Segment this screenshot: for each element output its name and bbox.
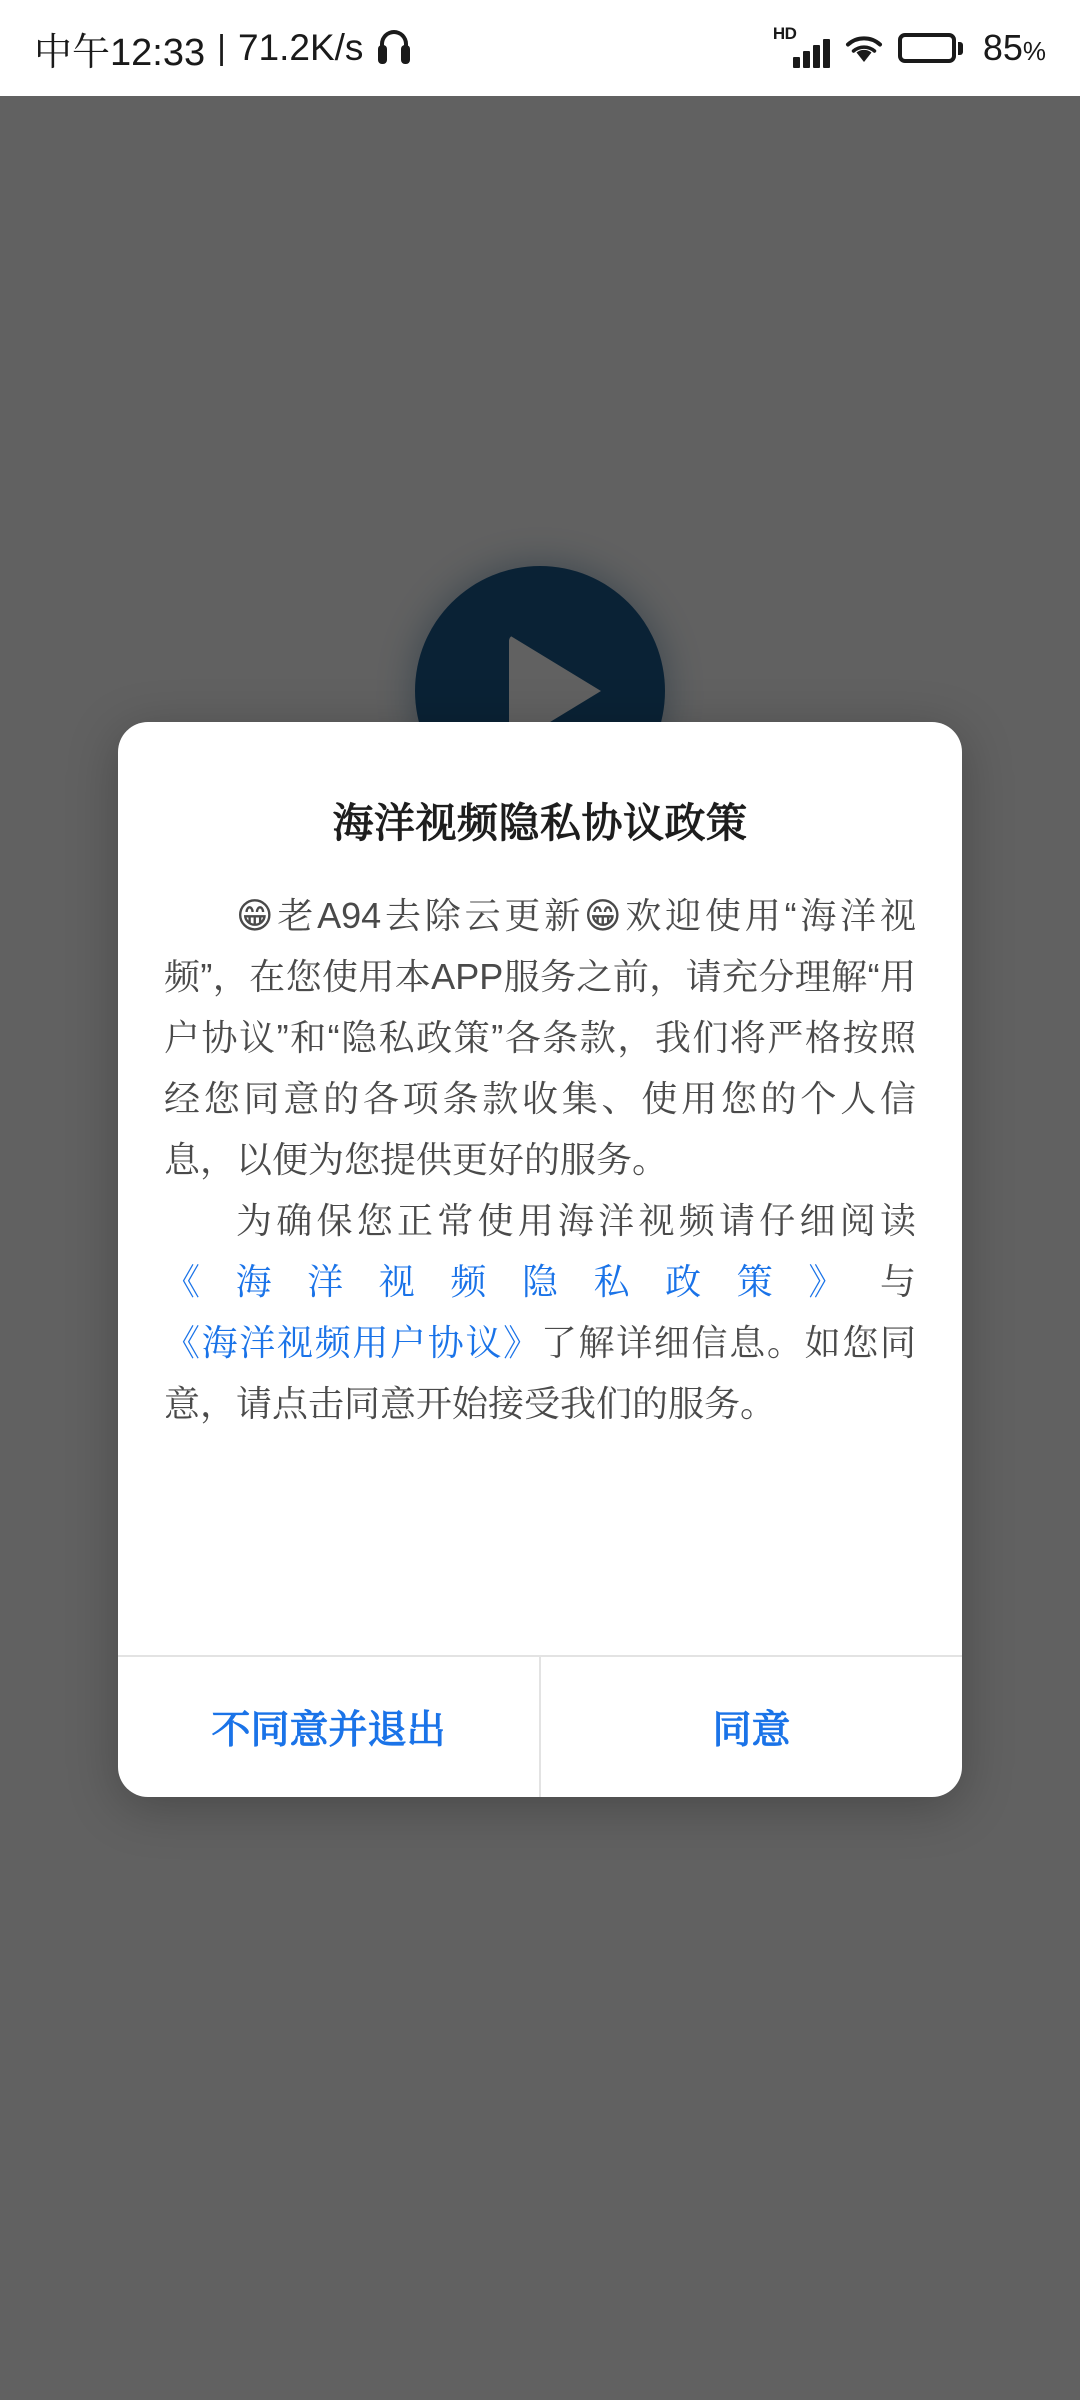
decline-and-exit-button[interactable]: 不同意并退出: [118, 1657, 539, 1797]
paragraph-2-lead: 为确保您正常使用海洋视频请仔细阅读: [236, 1200, 916, 1241]
status-clock: 中午12:33: [34, 31, 206, 74]
privacy-policy-dialog: [118, 722, 962, 1797]
user-agreement-link[interactable]: 《海洋视频用户协议》: [164, 1322, 541, 1363]
dialog-actions: [118, 1655, 962, 1797]
dialog-title: 海洋视频隐私协议政策: [332, 800, 748, 846]
status-bar: [0, 0, 1080, 96]
status-divider: |: [217, 28, 226, 67]
battery-percent-symbol: %: [1022, 36, 1046, 66]
headset-icon: [377, 28, 411, 68]
battery-icon: [898, 33, 963, 63]
dialog-body: [118, 885, 962, 1655]
paragraph-2-conjunction: 与: [879, 1261, 916, 1302]
battery-level-value: 85: [982, 27, 1023, 68]
wifi-icon: [844, 32, 884, 64]
status-network-speed: 71.2K/s: [237, 27, 364, 68]
dialog-paragraph-1: 😁老A94去除云更新😁欢迎使用“海洋视频”，在您使用本APP服务之前，请充分理解“用户协议”和“隐私政策”各条款，我们将严格按照经您同意的各项条款收集、使用您的个人信息，以便为您提供更好的服务。: [164, 895, 916, 1180]
status-bar-left: [34, 21, 411, 76]
signal-bars-icon: [772, 24, 830, 68]
paragraph-2-tail: 了解详细信息。如您同意，请点击同意开始接受我们的服务。: [164, 1322, 916, 1424]
hd-label: HD: [772, 24, 797, 43]
battery-level-text: [983, 27, 1046, 69]
agree-button[interactable]: 同意: [541, 1657, 962, 1797]
privacy-policy-link[interactable]: 《海洋视频隐私政策》: [164, 1261, 880, 1302]
status-bar-right: [772, 24, 1046, 69]
dialog-paragraph-2: [164, 1190, 916, 1434]
